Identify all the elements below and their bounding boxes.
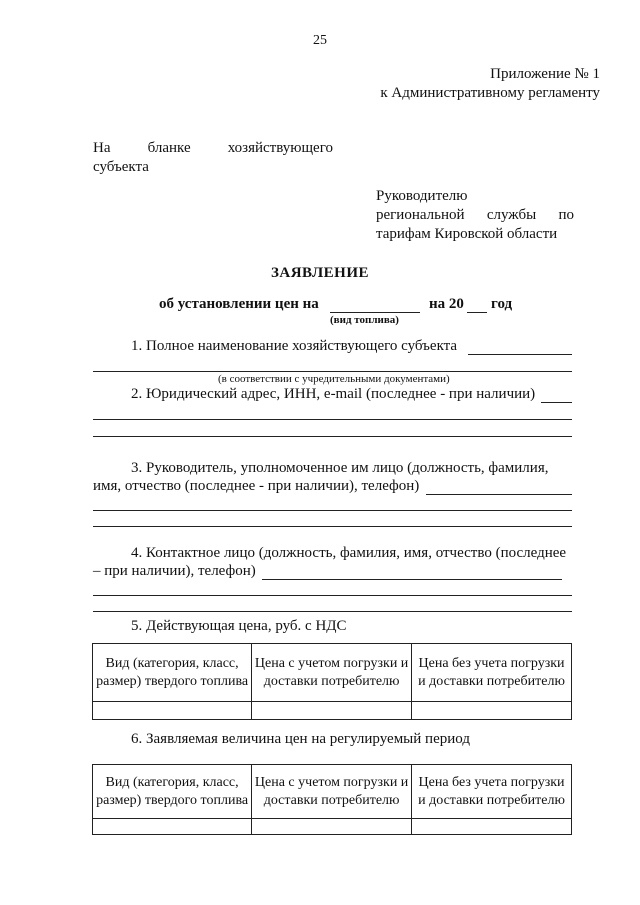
subtitle-part-3: год (491, 296, 513, 312)
addressee-word-3: по (558, 207, 574, 223)
table5-col3-header: Цена без учета погрузки и доставки потребителю (412, 644, 572, 702)
table5-cell-3[interactable] (412, 702, 572, 720)
table5-cell-1[interactable] (93, 702, 252, 720)
appendix-line-2: к Административному регламенту (380, 85, 600, 101)
table6-col1-header: Вид (категория, класс, размер) твердого топлива (93, 765, 252, 819)
requested-price-table (92, 764, 572, 835)
addressee-line-2 (376, 207, 574, 224)
item-3-line-3[interactable] (93, 510, 572, 511)
item-1-hint: (в соответствии с учредительными документами) (218, 373, 450, 385)
addressee-word-2: службы (486, 207, 537, 223)
appendix-line-1: Приложение № 1 (490, 66, 600, 82)
item-3-text-2: имя, отчество (последнее - при наличии), телефон) (93, 478, 420, 494)
page-number: 25 (313, 33, 327, 48)
addressee-line-3: тарифам Кировской области (376, 226, 558, 242)
letterhead-word-2: бланке (147, 140, 191, 156)
table6-cell-3[interactable] (412, 819, 572, 835)
item-5-text: 5. Действующая цена, руб. с НДС (131, 618, 347, 634)
item-4-text-1: 4. Контактное лицо (должность, фамилия, имя, отчество (последнее (131, 545, 567, 561)
fuel-type-hint: (вид топлива) (330, 314, 399, 326)
table6-cell-1[interactable] (93, 819, 252, 835)
letterhead-word-4: субъекта (93, 159, 149, 175)
item-1-text: 1. Полное наименование хозяйствующего субъекта (131, 338, 458, 354)
item-6-text: 6. Заявляемая величина цен на регулируемый период (131, 731, 470, 747)
item-3-blank[interactable] (426, 494, 572, 495)
item-2-text: 2. Юридический адрес, ИНН, e-mail (последнее - при наличии) (131, 386, 536, 402)
item-1-blank[interactable] (468, 354, 572, 355)
item-2-line-3[interactable] (93, 436, 572, 437)
table5-col1-header: Вид (категория, класс, размер) твердого топлива (93, 644, 252, 702)
table5-cell-2[interactable] (252, 702, 412, 720)
document-title: ЗАЯВЛЕНИЕ (270, 265, 370, 281)
table6-col3-header: Цена без учета погрузки и доставки потребителю (412, 765, 572, 819)
table6-cell-2[interactable] (252, 819, 412, 835)
item-3-line-4[interactable] (93, 526, 572, 527)
year-blank[interactable] (467, 312, 487, 313)
addressee-word-1: региональной (376, 207, 465, 223)
letterhead-word-3: хозяйствующего (227, 140, 333, 156)
item-2-blank[interactable] (541, 402, 572, 403)
table6-col2-header: Цена с учетом погрузки и доставки потребителю (252, 765, 412, 819)
item-4-text-2: – при наличии), телефон) (93, 563, 256, 579)
fuel-type-blank[interactable] (330, 312, 420, 313)
letterhead-line-1 (93, 140, 333, 157)
subtitle-part-1: об установлении цен на (159, 296, 319, 312)
subtitle-part-2: на 20 (429, 296, 464, 312)
item-2-line-2[interactable] (93, 419, 572, 420)
item-1-line-2[interactable] (93, 371, 572, 372)
item-4-line-4[interactable] (93, 611, 572, 612)
item-3-text-1: 3. Руководитель, уполномоченное им лицо (должность, фамилия, (131, 460, 549, 476)
addressee-line-1: Руководителю (376, 188, 468, 204)
item-4-line-3[interactable] (93, 595, 572, 596)
letterhead-word-1: На (93, 140, 111, 156)
current-price-table (92, 643, 572, 720)
table5-col2-header: Цена с учетом погрузки и доставки потребителю (252, 644, 412, 702)
item-4-blank[interactable] (262, 579, 562, 580)
